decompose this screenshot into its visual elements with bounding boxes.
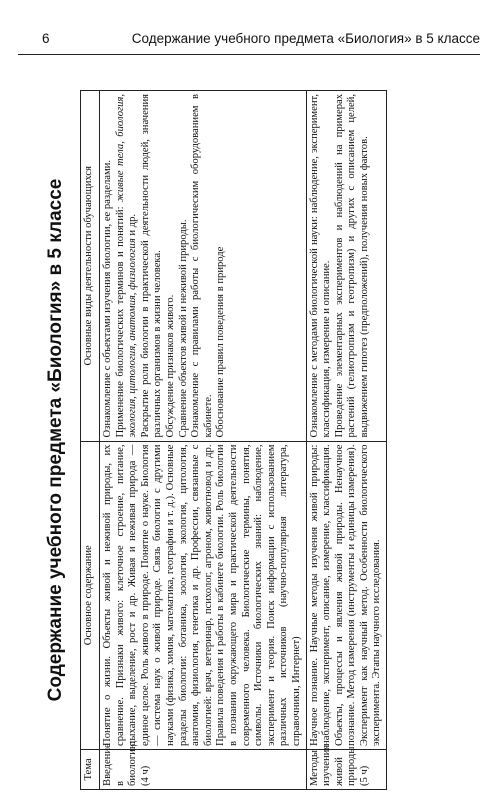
activity-terms-italic: живые тела, биология, экология, цитология, анатомия, физиология bbox=[114, 94, 139, 438]
column-header-content: Основное содержание bbox=[81, 441, 100, 749]
column-header-topic: Тема bbox=[81, 749, 100, 789]
activity-item: Раскрытие роли биологии в практической деятельности людей, значения различных организмов в жизни человека. bbox=[139, 94, 164, 438]
content-text: Понятие о жизни. Объекты живой и неживой природы, их сравнение. Признаки живого: клеточное строение, питание, дыхание, выделение, рост и др. Живая и неживая природа — единое целое. Роль живого в природе. Понятие о науке. Биология — система наук о живой природе. Связь биологии с другими науками (физика, химия, математика, география и т. д.). Основные разделы биологии: ботаника, зоология, экология, цитология, анатомия, физиология, генетика и др. Профессии, связанные с биологией: врач, ветеринар, психолог, агроном, животновод и др. Правила поведения и работы в кабинете биологии. Роль биологии в познании окружающего мира и практической деятельности современного человека. Биологические термины, понятия, символы. Источники биологических знаний: наблюдение, эксперимент и теория. Поиск информации с использованием различных источников (научно-популярная литература, справочники, Интернет) bbox=[102, 444, 302, 746]
activity-item: Обоснование правил поведения в природе bbox=[215, 246, 227, 438]
topic-cell: Введение в биологию (4 ч) bbox=[100, 749, 307, 789]
running-header bbox=[18, 30, 480, 55]
content-text: Научное познание. Научные методы изучения живой природы: наблюдение, эксперимент, описание, измерение, классификация. Объекты, процессы и явления живой природы. Ненаучное познание. Метод измерения (инструменты и единицы измерения). Эксперимент как научный метод. Особенности биологического эксперимента. Этапы научного исследования. bbox=[308, 444, 383, 746]
page-title: Содержание учебного предмета «Биология» в 5 классе bbox=[45, 178, 66, 702]
table-row bbox=[100, 91, 307, 790]
activity-item bbox=[115, 94, 140, 438]
activity-item: Ознакомление с объектами изучения биологии, ее разделами. bbox=[102, 160, 113, 438]
activity-item: Сравнение объектов живой и неживой природы. bbox=[177, 219, 189, 438]
rotated-page-content bbox=[40, 90, 460, 790]
curriculum-table bbox=[80, 90, 387, 790]
activities-cell bbox=[100, 91, 307, 442]
activity-item: Ознакомление с методами биологической науки: наблюдение, эксперимент, классификация, измерение и описание. bbox=[308, 94, 333, 438]
page-number: 6 bbox=[42, 31, 50, 46]
running-title: Содержание учебного предмета «Биология» в 5 классе bbox=[131, 31, 480, 46]
activity-text: и др. bbox=[127, 213, 139, 239]
table-row bbox=[306, 91, 387, 790]
activities-cell bbox=[306, 91, 387, 442]
topic-cell: Методы изучения живой природы (5 ч) bbox=[306, 749, 387, 789]
activity-text: Применение биологических терминов и понятий: bbox=[114, 202, 126, 438]
content-cell bbox=[306, 441, 387, 749]
table-header-row bbox=[81, 91, 100, 790]
content-cell bbox=[100, 441, 307, 749]
activity-item: Проведение элементарных экспериментов и наблюдений на примерах растений (гелиотропизм и геотропизм) и других с описанием целей, выдвижением гипотез (предположений), получения новых фактов. bbox=[333, 94, 370, 438]
activity-item: Обсуждение признаков живого. bbox=[164, 294, 176, 438]
activity-item: Ознакомление с правилами работы с биологическим оборудованием в кабинете. bbox=[190, 94, 214, 438]
column-header-activities: Основные виды деятельности обучающихся bbox=[81, 91, 100, 442]
